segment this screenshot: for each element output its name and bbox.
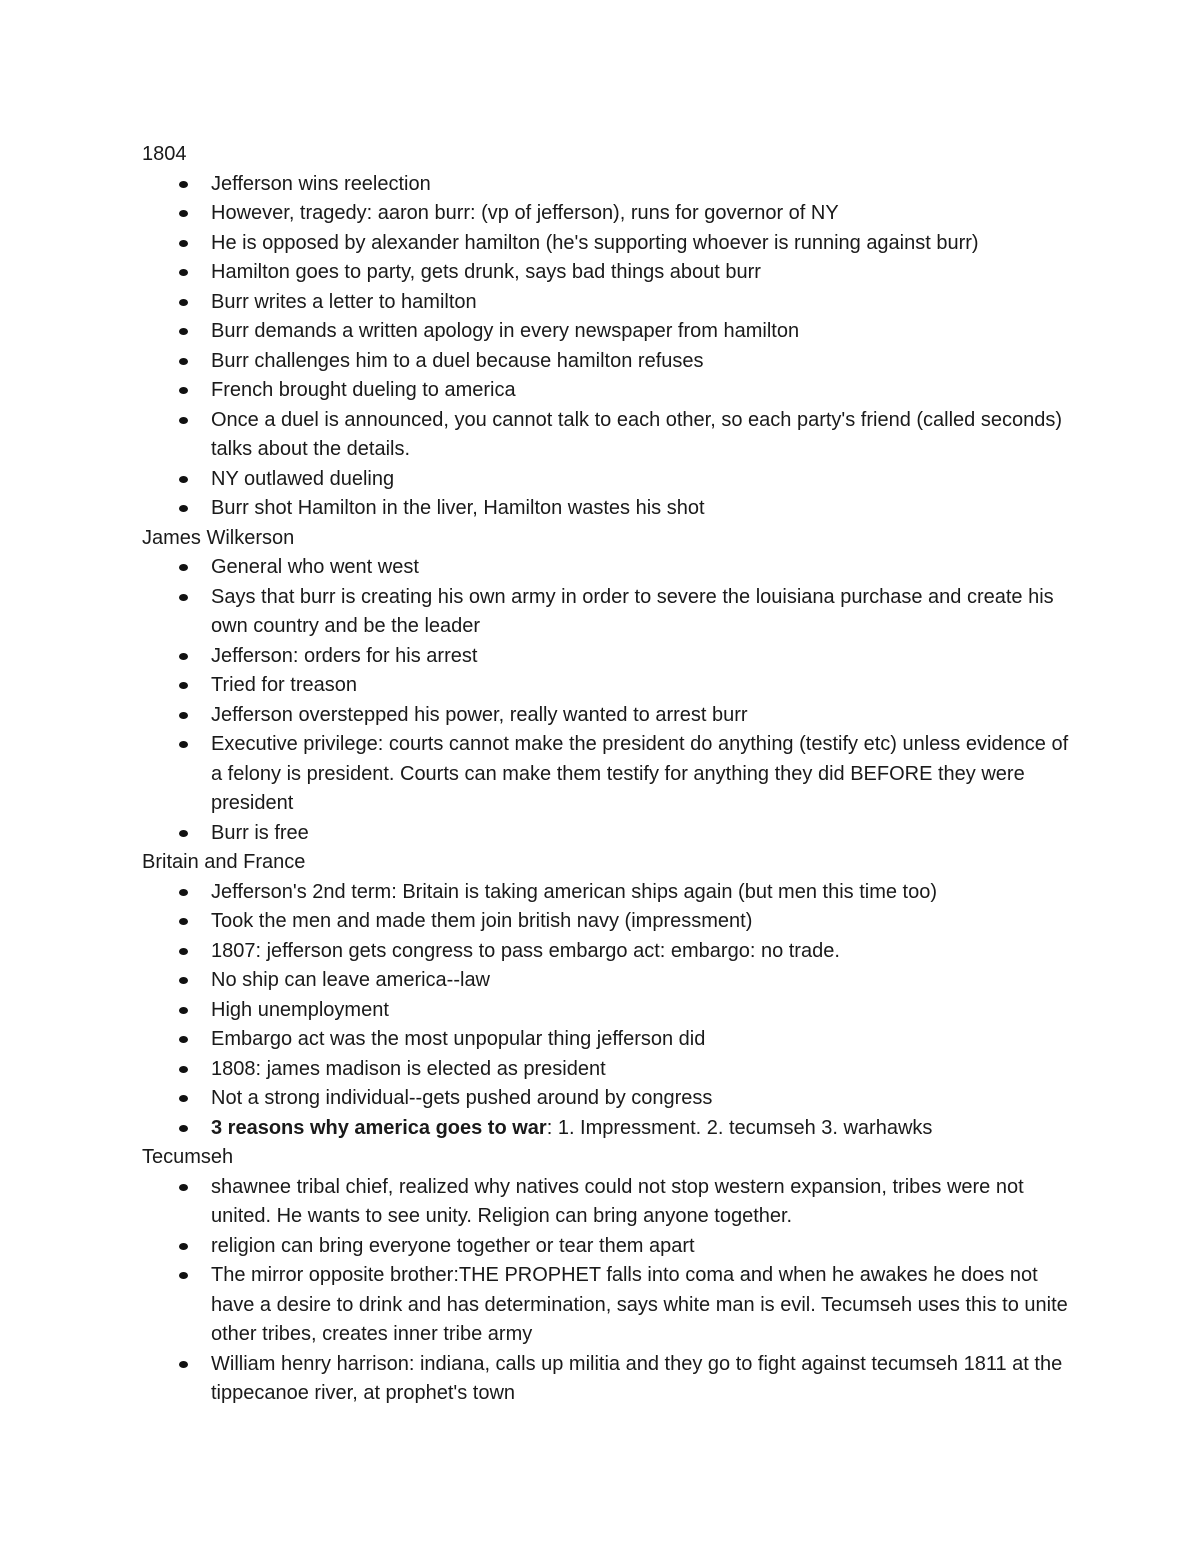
bullet-icon [179, 977, 188, 984]
bullet-icon [179, 299, 188, 306]
bullet-icon [179, 417, 188, 424]
list-item: Jefferson: orders for his arrest [142, 642, 1071, 672]
bullet-icon [179, 564, 188, 571]
list-item: Jefferson overstepped his power, really wanted to arrest burr [142, 701, 1071, 731]
list-item: No ship can leave america--law [142, 966, 1071, 996]
bullet-icon [179, 948, 188, 955]
list-item: Jefferson's 2nd term: Britain is taking american ships again (but men this time too) [142, 878, 1071, 908]
list-item: William henry harrison: indiana, calls up militia and they go to fight against tecumseh 1811 at the tippecanoe river, at prophet's town [142, 1350, 1071, 1409]
bullet-icon [179, 653, 188, 660]
bullet-icon [179, 682, 188, 689]
bullet-icon [179, 1036, 188, 1043]
list-item: Once a duel is announced, you cannot talk to each other, so each party's friend (called seconds) talks about the details. [142, 406, 1071, 465]
list-item: The mirror opposite brother:THE PROPHET falls into coma and when he awakes he does not have a desire to drink and has determination, says white man is evil. Tecumseh uses this to unite other tribes, creates inner tribe army [142, 1261, 1071, 1350]
list-item: Embargo act was the most unpopular thing jefferson did [142, 1025, 1071, 1055]
list-item: NY outlawed dueling [142, 465, 1071, 495]
bullet-icon [179, 181, 188, 188]
bullet-icon [179, 1184, 188, 1191]
list-item: 1808: james madison is elected as president [142, 1055, 1071, 1085]
bullet-icon [179, 712, 188, 719]
bullet-icon [179, 328, 188, 335]
list-item: Tried for treason [142, 671, 1071, 701]
bullet-icon [179, 1125, 188, 1132]
list-item: Hamilton goes to party, gets drunk, says bad things about burr [142, 258, 1071, 288]
bullet-icon [179, 358, 188, 365]
section-heading-britain-and-france: Britain and France [142, 851, 306, 873]
bullet-icon [179, 387, 188, 394]
list-item: Says that burr is creating his own army in order to severe the louisiana purchase and create his own country and be the leader [142, 583, 1071, 642]
list-item: However, tragedy: aaron burr: (vp of jefferson), runs for governor of NY [142, 199, 1071, 229]
bullet-list-james-wilkerson [142, 553, 1082, 848]
bullet-list-britain-and-france [142, 878, 1082, 1144]
list-item: Burr shot Hamilton in the liver, Hamilton wastes his shot [142, 494, 1071, 524]
list-item: Burr challenges him to a duel because hamilton refuses [142, 347, 1071, 377]
bullet-icon [179, 1243, 188, 1250]
bullet-icon [179, 1272, 188, 1279]
list-item-reasons-for-war: 3 reasons why america goes to war: 1. Impressment. 2. tecumseh 3. warhawks [142, 1114, 1071, 1144]
section-heading-tecumseh: Tecumseh [142, 1146, 234, 1168]
bullet-icon [179, 1361, 188, 1368]
bullet-list-tecumseh [142, 1173, 1082, 1409]
bullet-icon [179, 240, 188, 247]
bullet-icon [179, 476, 188, 483]
bullet-icon [179, 1095, 188, 1102]
list-item: Burr is free [142, 819, 1071, 849]
bullet-icon [179, 741, 188, 748]
list-item: shawnee tribal chief, realized why natives could not stop western expansion, tribes were not united. He wants to see unity. Religion can bring anyone together. [142, 1173, 1071, 1232]
bullet-icon [179, 269, 188, 276]
bullet-icon [179, 889, 188, 896]
bold-phrase: 3 reasons why america goes to war [211, 1116, 547, 1139]
list-item: Executive privilege: courts cannot make the president do anything (testify etc) unless evidence of a felony is president. Courts can make them testify for anything they did BEFORE they were president [142, 730, 1071, 819]
list-item: Jefferson wins reelection [142, 170, 1071, 200]
bullet-list-1804 [142, 170, 1082, 524]
bullet-icon [179, 210, 188, 217]
list-item: He is opposed by alexander hamilton (he's supporting whoever is running against burr) [142, 229, 1071, 259]
section-heading-1804: 1804 [142, 143, 187, 165]
bullet-icon [179, 918, 188, 925]
list-item: High unemployment [142, 996, 1071, 1026]
section-heading-james-wilkerson: James Wilkerson [142, 526, 295, 549]
bullet-icon [179, 1007, 188, 1014]
list-item: Took the men and made them join british navy (impressment) [142, 907, 1071, 937]
list-item: French brought dueling to america [142, 376, 1071, 406]
list-item: 1807: jefferson gets congress to pass embargo act: embargo: no trade. [142, 937, 1071, 967]
bullet-icon [179, 594, 188, 601]
bullet-icon [179, 1066, 188, 1073]
list-item: Not a strong individual--gets pushed around by congress [142, 1084, 1071, 1114]
notes-content [142, 140, 1082, 1409]
list-item: Burr demands a written apology in every newspaper from hamilton [142, 317, 1071, 347]
list-item: Burr writes a letter to hamilton [142, 288, 1071, 318]
list-item: General who went west [142, 553, 1071, 583]
bullet-icon [179, 830, 188, 837]
list-item: religion can bring everyone together or tear them apart [142, 1232, 1071, 1262]
bullet-icon [179, 505, 188, 512]
